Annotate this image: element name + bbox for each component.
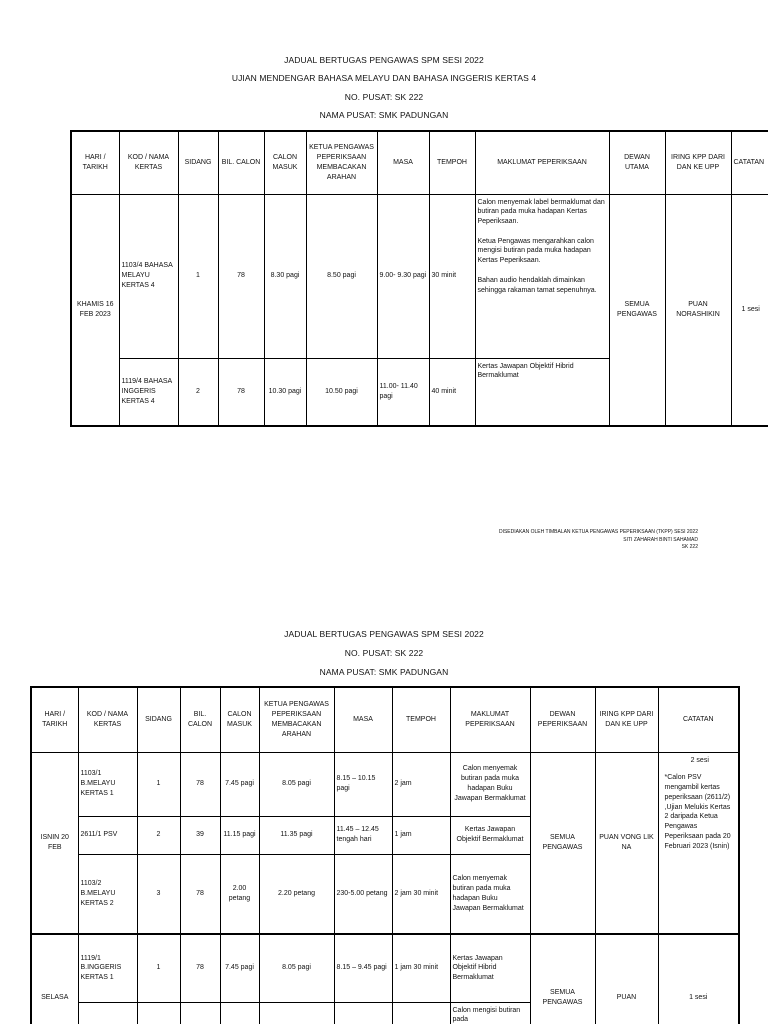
header-iring: IRING KPP DARI DAN KE UPP — [595, 687, 658, 752]
header-maklumat: MAKLUMAT PEPERIKSAAN — [475, 131, 609, 194]
page2-nama-pusat: NAMA PUSAT: SMK PADUNGAN — [319, 667, 449, 677]
cell-masuk: 10.30 pagi — [264, 358, 306, 426]
cell-tempoh — [392, 1002, 450, 1024]
header-ketua: KETUA PENGAWAS PEPERIKSAAN MEMBACAKAN ARAHAN — [306, 131, 377, 194]
footer-line: SK 222 — [681, 544, 698, 550]
header-masa: MASA — [377, 131, 429, 194]
cell-sidang: 2 — [178, 358, 218, 426]
cell-masuk: 7.45 pagi — [220, 752, 259, 816]
cell-catatan: 1 sesi — [658, 934, 739, 1024]
cell-maklumat: Calon menyemak label bermaklumat dan butiran pada muka hadapan Kertas Peperiksaan. Ketua Pengawas mengarahkan calon mengisi butiran pada muka hadapan Kertas Peperiksaan. Bahan audio hendaklah dimainkan sehingga rakaman tamat sepenuhnya. — [475, 194, 609, 358]
cell-kod: 1103/1 B.MELAYU KERTAS 1 — [78, 752, 137, 816]
header-sidang: SIDANG — [178, 131, 218, 194]
cell-bil: 78 — [218, 358, 264, 426]
page1-subtitle: UJIAN MENDENGAR BAHASA MELAYU DAN BAHASA INGGERIS KERTAS 4 — [231, 73, 537, 83]
cell-hari: ISNIN 20 FEB — [31, 752, 78, 934]
cell-kod: 1103/4 BAHASA MELAYU KERTAS 4 — [119, 194, 178, 358]
header-maklumat: MAKLUMAT PEPERIKSAAN — [450, 687, 530, 752]
cell-catatan — [658, 752, 739, 934]
cell-ketua: 2.20 petang — [259, 854, 334, 934]
cell-bil: 78 — [180, 934, 220, 1002]
cell-ketua — [259, 1002, 334, 1024]
cell-masa: 11.00- 11.40 pagi — [377, 358, 429, 426]
cell-maklumat: Calon menyemak butiran pada muka hadapan Buku Jawapan Bermaklumat — [450, 752, 530, 816]
cell-catatan: 1 sesi — [731, 194, 768, 426]
cell-maklumat: Calon mengisi butiran pada — [450, 1002, 530, 1024]
cell-sidang: 2 — [137, 816, 180, 854]
cell-masuk: 8.30 pagi — [264, 194, 306, 358]
cell-maklumat: Calon menyemak butiran pada muka hadapan Buku Jawapan Bermaklumat — [450, 854, 530, 934]
table-header-row — [71, 131, 768, 194]
cell-ketua: 10.50 pagi — [306, 358, 377, 426]
header-kod: KOD / NAMA KERTAS — [119, 131, 178, 194]
cell-bil: 78 — [218, 194, 264, 358]
footer-line: SITI ZAHARAH BINTI SAHAMAD — [623, 536, 698, 543]
header-sidang: SIDANG — [137, 687, 180, 752]
header-kod: KOD / NAMA KERTAS — [78, 687, 137, 752]
header-masuk: CALON MASUK — [220, 687, 259, 752]
header-dewan: DEWAN UTAMA — [609, 131, 665, 194]
cell-bil: 39 — [180, 816, 220, 854]
header-catatan: CATATAN — [658, 687, 739, 752]
cell-ketua: 8.05 pagi — [259, 752, 334, 816]
cell-sidang: 1 — [137, 934, 180, 1002]
cell-iring: PUAN NORASHIKIN — [665, 194, 731, 426]
page2-no-pusat: NO. PUSAT: SK 222 — [344, 648, 424, 658]
table-row — [71, 194, 768, 358]
cell-ketua: 8.05 pagi — [259, 934, 334, 1002]
cell-tempoh: 40 minit — [429, 358, 475, 426]
cell-tempoh: 2 jam — [392, 752, 450, 816]
header-hari: HARI / TARIKH — [31, 687, 78, 752]
cell-masuk: 11.15 pagi — [220, 816, 259, 854]
header-tempoh: TEMPOH — [429, 131, 475, 194]
cell-masa: 230-5.00 petang — [334, 854, 392, 934]
cell-kod: 1119/4 BAHASA INGGERIS KERTAS 4 — [119, 358, 178, 426]
cell-masuk: 7.45 pagi — [220, 934, 259, 1002]
header-tempoh: TEMPOH — [392, 687, 450, 752]
page1-title: JADUAL BERTUGAS PENGAWAS SPM SESI 2022 — [284, 55, 484, 65]
cell-bil: 78 — [180, 752, 220, 816]
page2-schedule-table — [30, 686, 740, 1024]
header-bil: BIL. CALON — [218, 131, 264, 194]
page1-no-pusat: NO. PUSAT: SK 222 — [344, 92, 424, 102]
catatan-note: *Calon PSV mengambil kertas peperiksaan (2611/2) ,Ujian Melukis Kertas 2 daripada Ketua Pengawas Peperiksaan pada 20 Februari 2023 (Isnin) — [664, 774, 731, 850]
table-row — [31, 752, 739, 816]
cell-kod: 1119/1 B.INGGERIS KERTAS 1 — [78, 934, 137, 1002]
cell-masa: 8.15 – 10.15 pagi — [334, 752, 392, 816]
table-row — [31, 934, 739, 1002]
cell-kod — [78, 1002, 137, 1024]
page1-footer — [499, 529, 698, 552]
cell-tempoh: 30 minit — [429, 194, 475, 358]
page1-schedule-table — [70, 130, 768, 427]
header-masuk: CALON MASUK — [264, 131, 306, 194]
cell-maklumat: Kertas Jawapan Objektif Hibrid Bermaklumat — [475, 358, 609, 426]
cell-tempoh: 1 jam 30 minit — [392, 934, 450, 1002]
cell-masa — [334, 1002, 392, 1024]
cell-hari: KHAMIS 16 FEB 2023 — [71, 194, 119, 426]
cell-bil: 78 — [180, 854, 220, 934]
header-bil: BIL. CALON — [180, 687, 220, 752]
cell-sidang: 1 — [178, 194, 218, 358]
cell-iring: PUAN VONG LIK NA — [595, 752, 658, 934]
header-dewan: DEWAN PEPERIKSAAN — [530, 687, 595, 752]
cell-sidang: 3 — [137, 854, 180, 934]
cell-masuk — [220, 1002, 259, 1024]
cell-masa: 8.15 – 9.45 pagi — [334, 934, 392, 1002]
cell-hari: SELASA — [31, 934, 78, 1024]
cell-bil — [180, 1002, 220, 1024]
cell-ketua: 8.50 pagi — [306, 194, 377, 358]
cell-iring: PUAN — [595, 934, 658, 1024]
cell-kod: 2611/1 PSV — [78, 816, 137, 854]
catatan-sesi: 2 sesi — [690, 756, 709, 764]
cell-dewan: SEMUA PENGAWAS — [530, 934, 595, 1024]
cell-maklumat: Kertas Jawapan Objektif Bermaklumat — [450, 816, 530, 854]
table-header-row — [31, 687, 739, 752]
cell-kod: 1103/2 B.MELAYU KERTAS 2 — [78, 854, 137, 934]
footer-line: DISEDIAKAN OLEH TIMBALAN KETUA PENGAWAS PEPERIKSAAN (TKPP) SESI 2022 — [498, 529, 698, 535]
cell-ketua: 11.35 pagi — [259, 816, 334, 854]
cell-sidang — [137, 1002, 180, 1024]
header-hari: HARI / TARIKH — [71, 131, 119, 194]
cell-dewan: SEMUA PENGAWAS — [609, 194, 665, 426]
cell-masa: 11.45 – 12.45 tengah hari — [334, 816, 392, 854]
cell-masuk: 2.00 petang — [220, 854, 259, 934]
header-ketua: KETUA PENGAWAS PEPERIKSAAN MEMBACAKAN ARAHAN — [259, 687, 334, 752]
cell-tempoh: 2 jam 30 minit — [392, 854, 450, 934]
page2-title: JADUAL BERTUGAS PENGAWAS SPM SESI 2022 — [284, 629, 484, 639]
header-masa: MASA — [334, 687, 392, 752]
cell-tempoh: 1 jam — [392, 816, 450, 854]
header-iring: IRING KPP DARI DAN KE UPP — [665, 131, 731, 194]
header-catatan: CATATAN — [731, 131, 768, 194]
cell-masa: 9.00- 9.30 pagi — [377, 194, 429, 358]
page1-nama-pusat: NAMA PUSAT: SMK PADUNGAN — [319, 110, 449, 120]
cell-maklumat: Kertas Jawapan Objektif Hibrid Bermaklumat — [450, 934, 530, 1002]
cell-sidang: 1 — [137, 752, 180, 816]
cell-dewan: SEMUA PENGAWAS — [530, 752, 595, 934]
